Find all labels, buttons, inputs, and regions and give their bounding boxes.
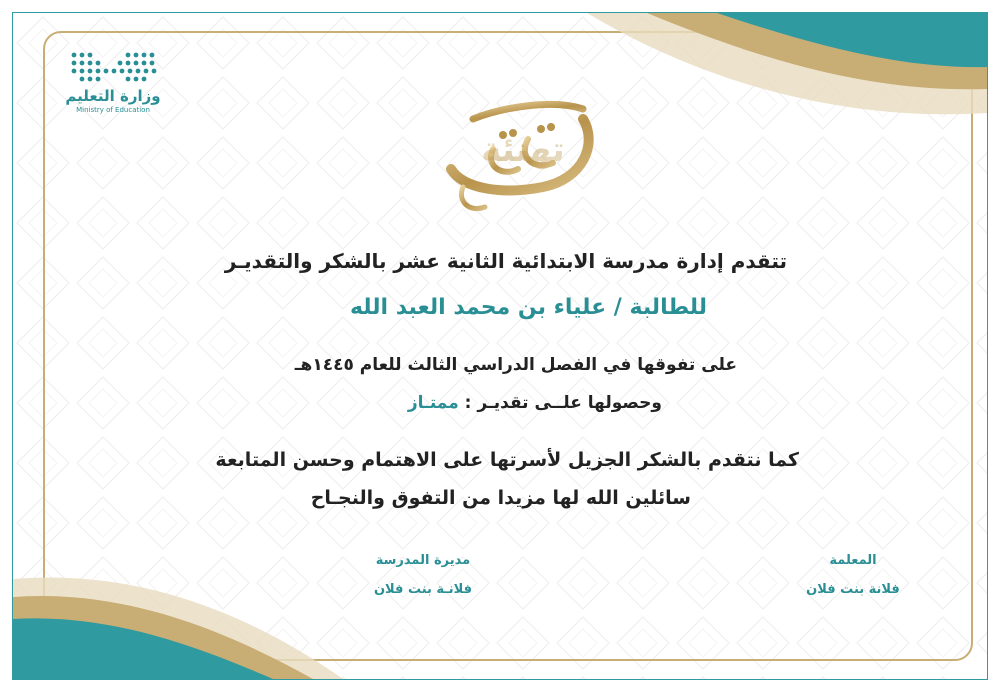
grade-line	[408, 393, 662, 413]
logo-dots-icon	[68, 49, 158, 85]
grade-prefix: وحصولها علــى تقديـر :	[464, 393, 662, 413]
principal-title: مديرة المدرسة	[375, 553, 471, 568]
ministry-logo	[63, 49, 163, 114]
wish-line: سائلين الله لها مزيدا من التفوق والنجـاح	[310, 487, 691, 509]
grade-value: ممتـاز	[407, 393, 459, 413]
thanks-line: كما نتقدم بالشكر الجزيل لأسرتها على الاهتمام وحسن المتابعة	[215, 449, 799, 471]
certificate-frame	[12, 12, 988, 680]
logo-english-name: Ministry of Education	[76, 106, 150, 114]
teacher-name: فلانة بنت فلان	[806, 582, 900, 597]
student-line: للطالبة / علياء بن محمد العبد الله	[349, 295, 707, 320]
intro-line: تتقدم إدارة مدرسة الابتدائية الثانية عشر بالشكر والتقديـر	[224, 249, 787, 273]
bottom-left-wave	[13, 569, 353, 679]
principal-name: فلانـة بنت فلان	[373, 582, 473, 597]
teacher-title: المعلمة	[829, 553, 877, 568]
achievement-line: على تفوقها في الفصل الدراسي الثالث للعام ١٤٤٥هـ	[294, 355, 737, 375]
headline-text: تهنئة	[481, 130, 565, 170]
teacher-signature	[793, 553, 913, 597]
congratulations-calligraphy	[433, 89, 613, 219]
principal-signature	[358, 553, 488, 597]
logo-arabic-name: وزارة التعليم	[65, 87, 161, 105]
